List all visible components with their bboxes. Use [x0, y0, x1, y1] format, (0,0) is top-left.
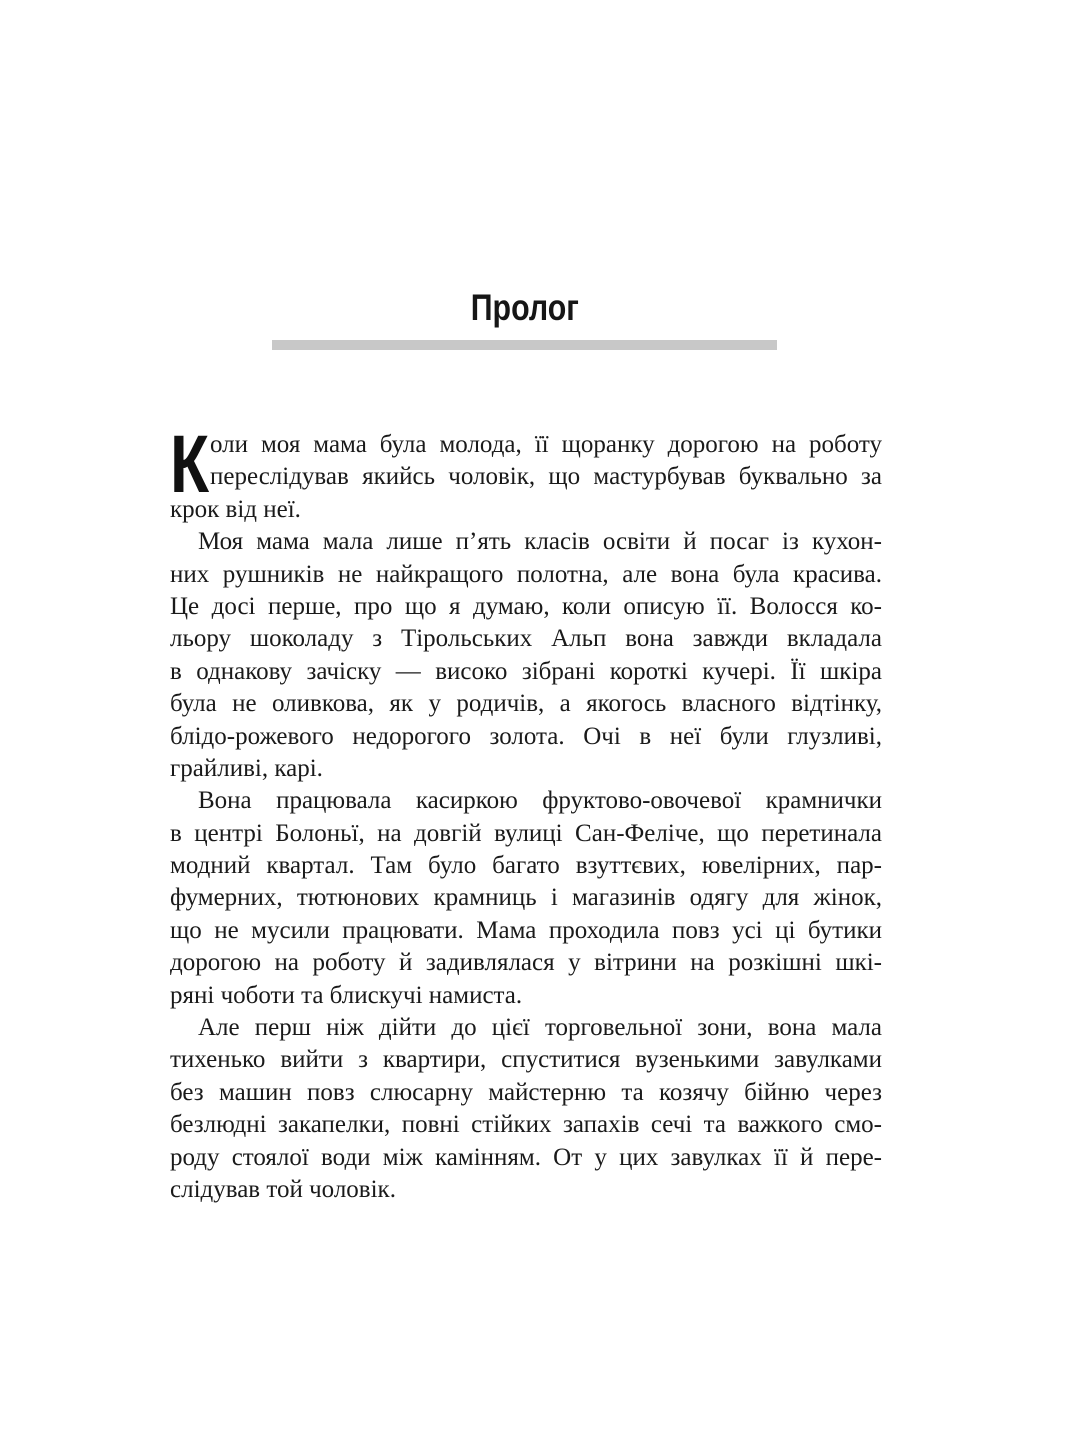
text-line: льору шоколаду з Тірольських Альп вона завжди вкладала	[170, 625, 882, 653]
text-line: Вона працювала касиркою фруктово-овочевої крамнички	[198, 787, 882, 815]
text-line: Моя мама мала лише п’ять класів освіти й посаг із кухон-	[198, 528, 882, 556]
paragraph-4	[170, 1012, 882, 1206]
drop-cap: К	[170, 419, 210, 510]
text-line: Але перш ніж дійти до цієї торговельної зони, вона мала	[198, 1014, 882, 1042]
text-line: оли моя мама була молода, її щоранку дорогою на роботу	[210, 431, 882, 458]
chapter-title: Пролог	[470, 287, 579, 328]
text-line: переслідував якийсь чоловік, що мастурбував буквально за	[210, 463, 882, 491]
text-line: них рушників не найкращого полотна, але вона була красива.	[170, 560, 882, 588]
text-line: в центрі Болоньї, на довгій вулиці Сан-Феліче, що перетинала	[170, 819, 882, 847]
paragraph-3	[170, 785, 882, 1012]
text-line: модний квартал. Там було багато взуттєвих, ювелірних, пар-	[170, 852, 882, 880]
title-divider	[272, 340, 777, 350]
text-line: роду стоялої води між камінням. От у цих завулках її й пере-	[170, 1143, 882, 1171]
text-line: Це досі перше, про що я думаю, коли описую її. Волосся ко-	[170, 592, 882, 620]
text-line: тихенько вийти з квартири, спуститися вузенькими завулками	[170, 1046, 882, 1074]
text-line: крок від неї.	[170, 495, 301, 523]
text-line: слідував той чоловік.	[170, 1175, 396, 1203]
text-line: була не оливкова, як у родичів, а якогось власного відтінку,	[170, 690, 882, 718]
paragraph-1	[170, 419, 882, 526]
text-line: дорогою на роботу й задивлялася у вітрини на розкішні шкі-	[170, 949, 882, 977]
text-line: блідо-рожевого недорогого золота. Очі в неї були глузливі,	[170, 722, 882, 750]
text-line: ряні чоботи та блискучі намиста.	[170, 981, 523, 1009]
text-line: фумерних, тютюнових крамниць і магазинів одягу для жінок,	[170, 884, 882, 912]
text-line: грайливі, карі.	[170, 754, 323, 782]
paragraph-2	[170, 526, 882, 785]
text-line: що не мусили працювати. Мама проходила повз усі ці бутики	[170, 916, 882, 944]
text-line: безлюдні закапелки, повні стійких запахів сечі та важкого смо-	[170, 1111, 882, 1139]
text-line: в однакову зачіску — високо зібрані короткі кучері. Її шкіра	[170, 657, 882, 685]
text-line: без машин повз слюсарну майстерню та козячу бійню через	[170, 1078, 882, 1106]
chapter-body	[170, 419, 882, 1206]
